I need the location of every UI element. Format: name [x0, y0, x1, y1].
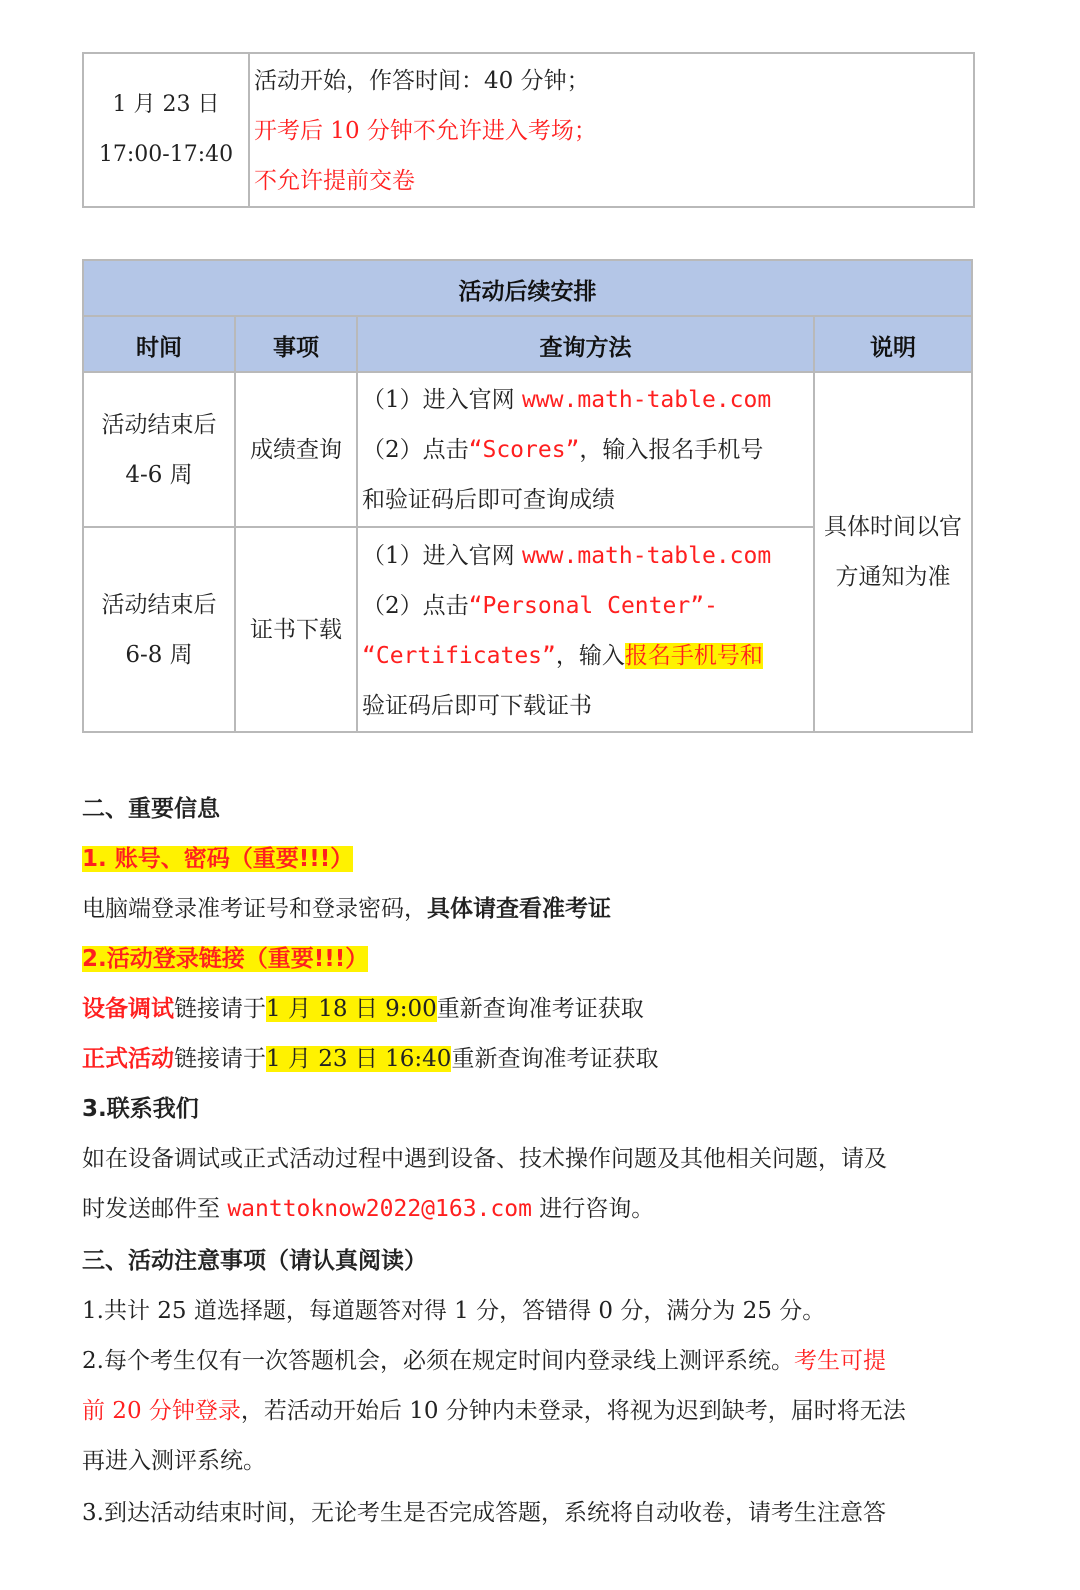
divider	[84, 315, 971, 317]
followup-table	[82, 259, 973, 733]
website-link[interactable]: www.math-table.com	[521, 387, 772, 413]
table-row-2-item: 证书下载	[250, 616, 342, 643]
table-row-2-time: 活动结束后 6-8 周	[101, 591, 217, 668]
followup-table-title-cell	[84, 261, 971, 317]
notice-3: 3.到达活动结束时间，无论考生是否完成答题，系统将自动收卷，请考生注意答	[82, 1500, 886, 1526]
schedule-time: 17:00-17:40	[98, 142, 234, 167]
schedule-date: 1 月 23 日	[112, 92, 220, 117]
header-method: 查询方法	[358, 317, 813, 373]
item-1-title: 1. 账号、密码（重要!!!）	[82, 846, 354, 872]
table-row-1-time: 活动结束后 4-6 周	[101, 411, 217, 488]
note-cell: 具体时间以官 方通知为准	[824, 514, 962, 590]
notice-2-line-3: 再进入测评系统。	[82, 1448, 266, 1474]
header-time: 时间	[84, 317, 234, 373]
table-row-2-method: （1）进入官网 www.math-table.com （2）点击“Personal Center”- “Certificates”，输入报名手机号和 验证码后即可下载证书	[362, 543, 772, 719]
contact-line-2: 时发送邮件至 wanttoknow2022@163.com 进行咨询。	[82, 1196, 655, 1222]
item-3-title: 3.联系我们	[82, 1096, 199, 1122]
item-1-text: 电脑端登录准考证号和登录密码，具体请查看准考证	[82, 896, 611, 922]
schedule-desc-cell	[254, 56, 597, 206]
header-item: 事项	[236, 317, 356, 373]
section-2-heading: 二、重要信息	[82, 796, 220, 822]
schedule-table	[82, 52, 975, 208]
notice-2-line-1: 2.每个考生仅有一次答题机会，必须在规定时间内登录线上测评系统。考生可提	[82, 1348, 886, 1374]
device-test-line: 设备调试链接请于1 月 18 日 9:00重新查询准考证获取	[82, 996, 644, 1022]
table-row-1-item: 成绩查询	[250, 436, 342, 463]
item-2-title: 2.活动登录链接（重要!!!）	[82, 946, 369, 972]
notice-1: 1.共计 25 道选择题，每道题答对得 1 分，答错得 0 分，满分为 25 分。	[82, 1298, 826, 1324]
contact-line-1: 如在设备调试或正式活动过程中遇到设备、技术操作问题及其他相关问题，请及	[82, 1146, 887, 1172]
schedule-desc-line3: 不允许提前交卷	[254, 168, 415, 194]
section-3-heading: 三、活动注意事项（请认真阅读）	[82, 1248, 427, 1274]
schedule-desc-line1: 活动开始，作答时间：40 分钟；	[254, 68, 590, 94]
contact-email-link[interactable]: wanttoknow2022@163.com	[227, 1196, 532, 1222]
schedule-desc-line2: 开考后 10 分钟不允许进入考场；	[254, 118, 597, 144]
notice-2-line-2: 前 20 分钟登录，若活动开始后 10 分钟内未登录，将视为迟到缺考，届时将无法	[82, 1398, 906, 1424]
followup-table-title: 活动后续安排	[458, 278, 597, 305]
header-note: 说明	[815, 317, 971, 373]
schedule-time-cell	[84, 54, 250, 206]
table-row-1-method: （1）进入官网 www.math-table.com （2）点击“Scores”，输入报名手机号 和验证码后即可查询成绩	[362, 387, 772, 513]
formal-activity-line: 正式活动链接请于1 月 23 日 16:40重新查询准考证获取	[82, 1046, 659, 1072]
website-link[interactable]: www.math-table.com	[521, 543, 772, 569]
